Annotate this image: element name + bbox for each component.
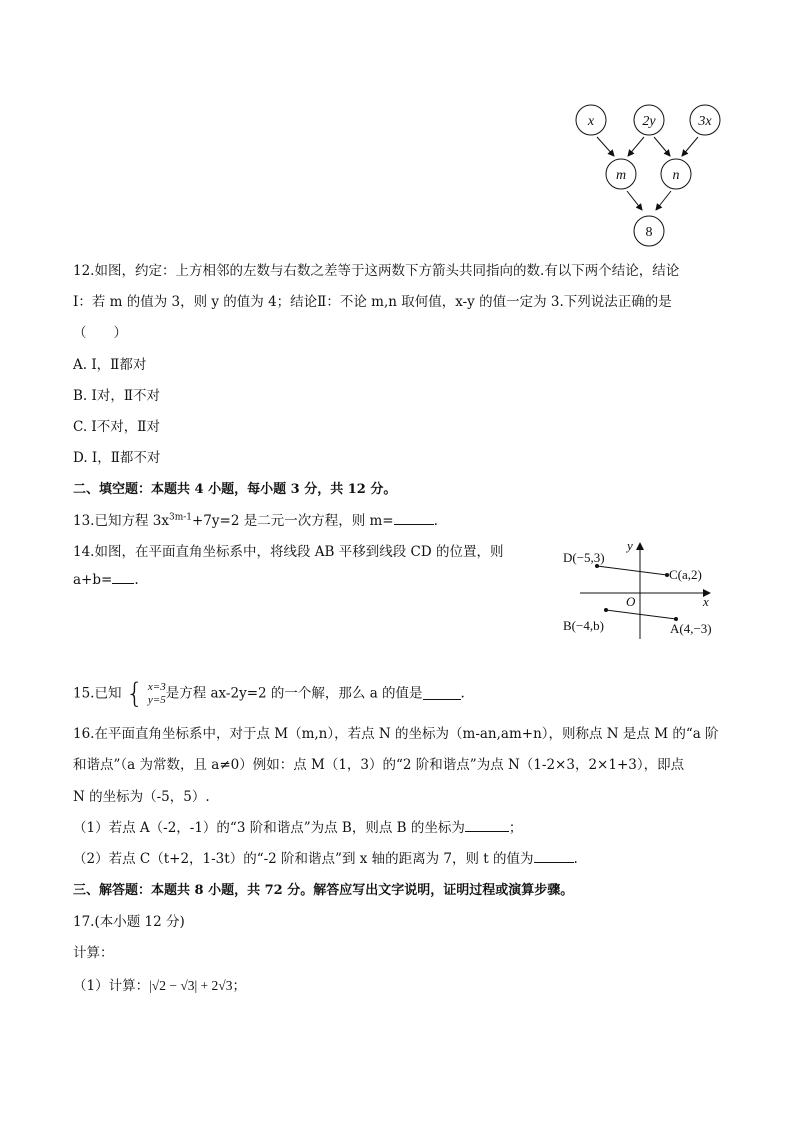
node-3x: 3x	[698, 114, 712, 129]
q16-line3: N 的坐标为（-5，5）.	[73, 789, 210, 805]
q16-sub1-blank[interactable]	[465, 819, 509, 832]
section-3-heading: 三、解答题：本题共 8 小题，共 72 分。解答应写出文字说明，证明过程或演算步骤。	[73, 883, 574, 898]
q12-option-a: A. Ⅰ，Ⅱ都对	[73, 357, 147, 373]
q12-line2: Ⅰ：若 m 的值为 3，则 y 的值为 4；结论Ⅱ：不论 m,n 取何值，x-y 的值一定为 3.下列说法正确的是	[73, 294, 672, 310]
q16-sub2-end: .	[573, 851, 578, 867]
node-m: m	[615, 168, 627, 183]
label-point-c: C(a,2)	[669, 567, 702, 582]
q15-pre: 15.已知	[73, 685, 122, 702]
q17-calc-label: 计算：	[73, 945, 114, 961]
q13	[73, 509, 438, 529]
q14-line2-pre: a+b=	[73, 572, 113, 588]
q13-answer-blank[interactable]	[394, 512, 434, 525]
q14-line2	[73, 571, 139, 588]
q15-equation-system	[126, 678, 166, 709]
label-y-axis: y	[627, 538, 633, 553]
q16-line1: 16.在平面直角坐标系中，对于点 M（m,n），若点 N 的坐标为（m-an,am+n），则称点 N 是点 M 的“a 阶	[73, 726, 719, 742]
label-point-a: A(4,−3)	[670, 621, 712, 636]
label-point-b: B(−4,b)	[563, 618, 604, 633]
q13-end: .	[433, 513, 438, 529]
node-n: n	[672, 168, 680, 183]
q14-line2-end: .	[134, 572, 139, 588]
coordinate-plane-figure	[560, 535, 740, 645]
q16-line2: 和谐点”（a 为常数，且 a≠0）例如：点 M（1，3）的“2 阶和谐点”为点 N（1-2×3，2×1+3），即点	[73, 757, 685, 773]
label-x-axis: x	[703, 594, 709, 609]
q15-mid: 是方程 ax-2y=2 的一个解，那么 a 的值是	[165, 685, 423, 702]
q14-line1: 14.如图，在平面直角坐标系中，将线段 AB 平移到线段 CD 的位置，则	[73, 544, 504, 560]
label-point-d: D(−5,3)	[563, 550, 605, 565]
q16-sub1-end: ；	[508, 820, 523, 836]
q16-sub1-pre: （1）若点 A（-2，-1）的“3 阶和谐点”为点 B，则点 B 的坐标为	[73, 820, 465, 836]
q15-answer-blank[interactable]	[423, 687, 461, 700]
q12-option-b: B. Ⅰ对，Ⅱ不对	[73, 388, 161, 404]
q17-title: 17.(本小题 12 分)	[73, 914, 185, 930]
label-origin: O	[626, 594, 636, 609]
arrow-tree-diagram	[570, 100, 730, 250]
q15-end: .	[460, 685, 465, 702]
node-2y: 2y	[642, 114, 656, 129]
q17-sub1-end: ；	[232, 978, 246, 994]
node-x: x	[587, 114, 595, 129]
q15-system-lines	[148, 681, 166, 707]
q12-line1: 12.如图，约定：上方相邻的左数与右数之差等于这两数下方箭头共同指向的数.有以下两个结论，结论	[73, 263, 680, 279]
q15-system-line1: x=3	[147, 680, 166, 693]
q14-answer-blank[interactable]	[112, 571, 134, 584]
q16-sub2	[73, 847, 578, 867]
q17-sub1	[73, 974, 246, 994]
section-2-heading: 二、填空题：本题共 4 小题，每小题 3 分，共 12 分。	[73, 482, 397, 497]
q12-option-d: D. Ⅰ，Ⅱ都不对	[73, 450, 161, 466]
q12-paren: （ ）	[73, 325, 127, 341]
node-8: 8	[645, 225, 653, 240]
q13-post: +7y=2 是二元一次方程，则 m=	[192, 513, 394, 529]
q16-sub2-pre: （2）若点 C（t+2，1-3t）的“-2 阶和谐点”到 x 轴的距离为 7，则 t 的值为	[73, 851, 534, 867]
brace-icon: {	[125, 676, 144, 710]
q15	[73, 678, 465, 709]
q16-sub1	[73, 816, 522, 836]
q16-sub2-blank[interactable]	[534, 850, 574, 863]
q12-option-c: C. Ⅰ不对，Ⅱ对	[73, 419, 160, 435]
q13-exponent: 3m-1	[168, 512, 192, 523]
q15-system-line2: y=5	[147, 693, 166, 706]
q13-pre: 13.已知方程 3x	[73, 513, 169, 529]
q17-expression: |√2 − √3| + 2√3	[149, 978, 233, 993]
q17-sub1-pre: （1）计算：	[73, 978, 150, 994]
